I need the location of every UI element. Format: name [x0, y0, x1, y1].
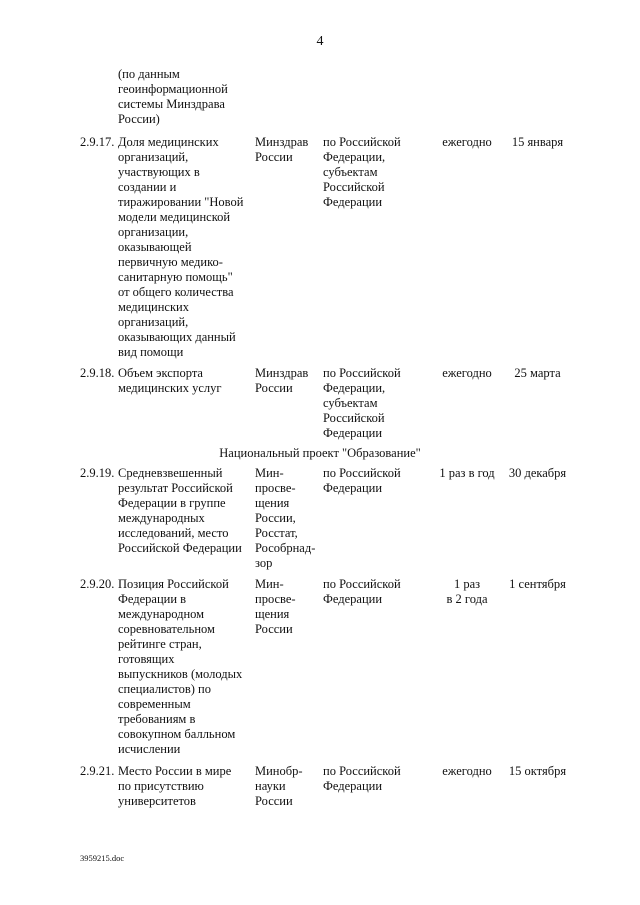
- data-level: [323, 764, 433, 794]
- text-line: модели медицинской: [118, 210, 231, 224]
- text-line: 1 раз: [453, 577, 481, 591]
- frequency: [432, 135, 502, 150]
- deadline: 25 марта: [514, 366, 561, 380]
- text-line: системы Минздрава: [118, 97, 225, 111]
- text-line: просве-: [255, 481, 296, 495]
- continuation-text: [118, 67, 253, 127]
- text-line: Росстат,: [255, 526, 298, 540]
- text-line: Федерации: [323, 592, 383, 606]
- text-line: России: [255, 150, 293, 164]
- text-line: России: [255, 794, 293, 808]
- deadline: 1 сентября: [509, 577, 566, 591]
- text-line: исчислении: [118, 742, 181, 756]
- row-number: 2.9.20.: [80, 577, 115, 591]
- responsible-org: [255, 466, 323, 571]
- text-line: соревновательном: [118, 622, 215, 636]
- frequency: [432, 577, 502, 607]
- deadline: 15 октября: [508, 764, 567, 778]
- text-line: медицинских услуг: [118, 381, 222, 395]
- text-line: оказывающих данный: [118, 330, 236, 344]
- text-line: оказывающей: [118, 240, 192, 254]
- text-line: по присутствию: [118, 779, 204, 793]
- text-line: Минздрав: [255, 135, 309, 149]
- text-line: современным: [118, 697, 191, 711]
- frequency: [432, 366, 502, 381]
- text-line: просве-: [255, 592, 296, 606]
- text-line: геоинформационной: [118, 82, 228, 96]
- text-line: Средневзвешенный: [118, 466, 223, 480]
- section-heading: Национальный проект "Образование": [219, 446, 421, 460]
- text-line: субъектам: [323, 396, 378, 410]
- responsible-org: [255, 764, 323, 809]
- responsible-org: [255, 135, 323, 165]
- text-line: по Российской: [323, 466, 401, 480]
- data-level: [323, 466, 433, 496]
- text-line: Федерации в группе: [118, 496, 226, 510]
- text-line: (по данным: [118, 67, 180, 81]
- text-line: вид помощи: [118, 345, 184, 359]
- text-line: в 2 года: [446, 592, 488, 606]
- text-line: Федерации: [323, 779, 383, 793]
- text-line: субъектам: [323, 165, 378, 179]
- text-line: 1 раз в год: [439, 466, 495, 480]
- text-line: щения: [255, 607, 290, 621]
- text-line: Федерации: [323, 426, 383, 440]
- text-line: Место России в мире: [118, 764, 232, 778]
- frequency: [432, 764, 502, 779]
- indicator-name: [118, 135, 254, 360]
- text-line: рейтинге стран,: [118, 637, 202, 651]
- text-line: медицинских: [118, 300, 189, 314]
- text-line: по Российской: [323, 577, 401, 591]
- text-line: международных: [118, 511, 205, 525]
- text-line: России): [118, 112, 160, 126]
- data-level: [323, 577, 433, 607]
- footer-filename: 3959215.doc: [80, 853, 125, 863]
- row-number: 2.9.17.: [80, 135, 115, 149]
- text-line: зор: [255, 556, 273, 570]
- text-line: Федерации: [323, 195, 383, 209]
- text-line: Минобр-: [255, 764, 303, 778]
- text-line: санитарную помощь": [118, 270, 233, 284]
- text-line: тиражировании "Новой: [118, 195, 244, 209]
- row-number: 2.9.21.: [80, 764, 115, 778]
- text-line: науки: [255, 779, 286, 793]
- text-line: ежегодно: [442, 366, 492, 380]
- text-line: исследований, место: [118, 526, 229, 540]
- frequency: [432, 466, 502, 481]
- text-line: Позиция Российской: [118, 577, 229, 591]
- text-line: Мин-: [255, 577, 284, 591]
- text-line: университетов: [118, 794, 196, 808]
- row-number: 2.9.18.: [80, 366, 115, 380]
- text-line: России: [255, 622, 293, 636]
- text-line: участвующих в: [118, 165, 200, 179]
- text-line: Объем экспорта: [118, 366, 203, 380]
- text-line: по Российской: [323, 366, 401, 380]
- text-line: ежегодно: [442, 135, 492, 149]
- indicator-name: [118, 366, 254, 396]
- text-line: России: [255, 381, 293, 395]
- text-line: России,: [255, 511, 296, 525]
- row-number: 2.9.19.: [80, 466, 115, 480]
- text-line: Федерации,: [323, 150, 386, 164]
- text-line: международном: [118, 607, 205, 621]
- text-line: готовящих: [118, 652, 175, 666]
- text-line: по Российской: [323, 764, 401, 778]
- text-line: Российской: [323, 180, 385, 194]
- text-line: Российской: [323, 411, 385, 425]
- indicator-name: [118, 764, 254, 809]
- responsible-org: [255, 577, 323, 637]
- indicator-name: [118, 466, 254, 556]
- text-line: Доля медицинских: [118, 135, 219, 149]
- text-line: Федерации в: [118, 592, 187, 606]
- data-level: [323, 135, 433, 210]
- responsible-org: [255, 366, 323, 396]
- page-number: 4: [316, 34, 324, 49]
- text-line: Мин-: [255, 466, 284, 480]
- text-line: Федерации: [323, 481, 383, 495]
- text-line: выпускников (молодых: [118, 667, 243, 681]
- text-line: щения: [255, 496, 290, 510]
- text-line: по Российской: [323, 135, 401, 149]
- text-line: совокупном балльном: [118, 727, 236, 741]
- text-line: ежегодно: [442, 764, 492, 778]
- text-line: первичную медико-: [118, 255, 223, 269]
- deadline: 30 декабря: [508, 466, 567, 480]
- text-line: организаций,: [118, 150, 189, 164]
- text-line: Минздрав: [255, 366, 309, 380]
- text-line: Федерации,: [323, 381, 386, 395]
- text-line: создании и: [118, 180, 177, 194]
- deadline: 15 января: [511, 135, 564, 149]
- text-line: от общего количества: [118, 285, 234, 299]
- text-line: требованиям в: [118, 712, 196, 726]
- text-line: специалистов) по: [118, 682, 211, 696]
- text-line: результат Российской: [118, 481, 233, 495]
- text-line: Российской Федерации: [118, 541, 242, 555]
- text-line: организации,: [118, 225, 189, 239]
- data-level: [323, 366, 433, 441]
- indicator-name: [118, 577, 254, 757]
- text-line: организаций,: [118, 315, 189, 329]
- text-line: Рособрнад-: [255, 541, 316, 555]
